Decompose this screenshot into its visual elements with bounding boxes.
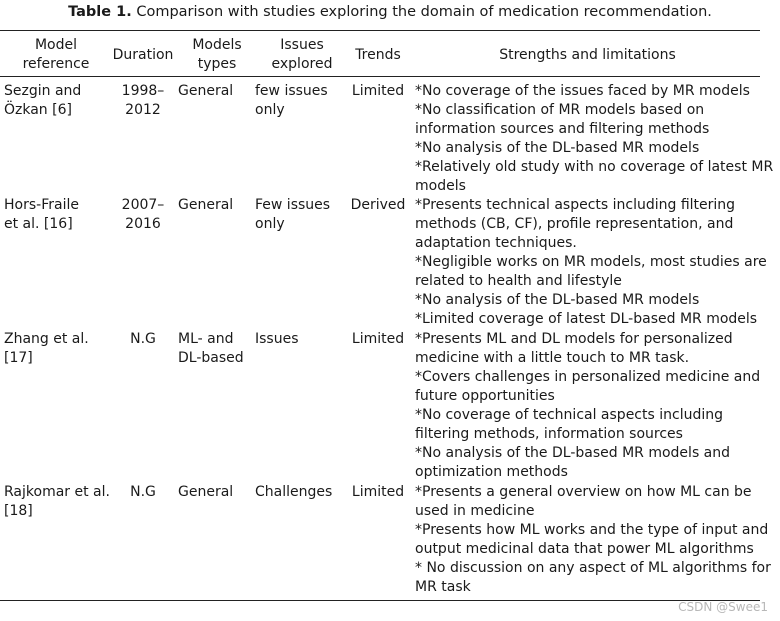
cell-models-types bbox=[178, 196, 256, 215]
header-line: reference bbox=[22, 56, 90, 72]
cell-issues-explored bbox=[255, 82, 349, 120]
header-line: Models bbox=[192, 37, 242, 53]
cell-line: DL-based bbox=[178, 350, 244, 366]
cell-line: *Presents ML and DL models for personalized bbox=[415, 331, 733, 347]
cell-line: Limited bbox=[351, 484, 405, 500]
cell-line: *No analysis of the DL-based MR models bbox=[415, 292, 700, 308]
header-line: types bbox=[197, 56, 237, 72]
cell-duration bbox=[112, 82, 174, 120]
cell-line: Özkan [6] bbox=[4, 102, 72, 118]
cell-line: [18] bbox=[4, 503, 33, 519]
cell-models-types bbox=[178, 82, 256, 101]
cell-trends bbox=[345, 82, 411, 101]
cell-line: General bbox=[178, 484, 234, 500]
table-caption bbox=[0, 2, 780, 22]
cell-line: Challenges bbox=[255, 484, 333, 500]
cell-line: *Limited coverage of latest DL-based MR models bbox=[415, 311, 758, 327]
header-trends bbox=[345, 46, 411, 65]
cell-line: adaptation techniques. bbox=[415, 235, 577, 251]
cell-issues-explored bbox=[255, 196, 349, 234]
cell-line: optimization methods bbox=[415, 464, 568, 480]
cell-line: General bbox=[178, 83, 234, 99]
cell-line: N.G bbox=[130, 484, 156, 500]
cell-model-reference bbox=[4, 196, 108, 234]
header-models-types bbox=[178, 36, 256, 74]
cell-line: output medicinal data that power ML algorithms bbox=[415, 541, 754, 557]
table-caption-text: Comparison with studies exploring the domain of medication recommendation. bbox=[136, 4, 712, 20]
cell-model-reference bbox=[4, 330, 108, 368]
cell-line: *No classification of MR models based on bbox=[415, 102, 705, 118]
cell-line: N.G bbox=[130, 331, 156, 347]
cell-line: Zhang et al. bbox=[4, 331, 89, 347]
cell-issues-explored bbox=[255, 330, 349, 349]
cell-line: *Presents technical aspects including filtering bbox=[415, 197, 736, 213]
cell-line: Few issues bbox=[255, 197, 331, 213]
cell-line: Limited bbox=[351, 83, 405, 99]
table-caption-label: Table 1. bbox=[68, 4, 132, 20]
cell-line: *Relatively old study with no coverage of latest MR bbox=[415, 159, 774, 175]
cell-line: *Negligible works on MR models, most studies are bbox=[415, 254, 767, 270]
cell-issues-explored bbox=[255, 483, 349, 502]
cell-line: *No analysis of the DL-based MR models bbox=[415, 140, 700, 156]
cell-line: Sezgin and bbox=[4, 83, 82, 99]
cell-line: ML- and bbox=[178, 331, 234, 347]
cell-duration bbox=[112, 196, 174, 234]
cell-model-reference bbox=[4, 483, 108, 521]
header-issues-explored bbox=[255, 36, 349, 74]
cell-line: methods (CB, CF), profile representation, and bbox=[415, 216, 734, 232]
cell-trends bbox=[345, 483, 411, 502]
cell-line: future opportunities bbox=[415, 388, 555, 404]
cell-line: 1998– bbox=[121, 83, 165, 99]
cell-line: *Presents how ML works and the type of input and bbox=[415, 522, 769, 538]
cell-line: Issues bbox=[255, 331, 299, 347]
cell-strengths-limitations bbox=[415, 483, 771, 597]
header-line: Trends bbox=[355, 47, 401, 63]
cell-line: *No coverage of the issues faced by MR models bbox=[415, 83, 750, 99]
header-line: Issues bbox=[280, 37, 324, 53]
cell-line: * No discussion on any aspect of ML algorithms for bbox=[415, 560, 771, 576]
cell-line: *Covers challenges in personalized medicine and bbox=[415, 369, 761, 385]
watermark: CSDN @Swee1 bbox=[678, 600, 768, 614]
table-bottom-rule bbox=[0, 600, 760, 601]
cell-line: Limited bbox=[351, 331, 405, 347]
cell-line: Hors-Fraile bbox=[4, 197, 79, 213]
cell-model-reference bbox=[4, 82, 108, 120]
cell-line: models bbox=[415, 178, 466, 194]
cell-strengths-limitations bbox=[415, 82, 774, 196]
cell-line: filtering methods, information sources bbox=[415, 426, 683, 442]
header-duration bbox=[110, 46, 176, 65]
cell-line: *No coverage of technical aspects including bbox=[415, 407, 723, 423]
header-line: Model bbox=[34, 37, 78, 53]
cell-models-types bbox=[178, 330, 256, 368]
cell-strengths-limitations bbox=[415, 330, 760, 482]
cell-models-types bbox=[178, 483, 256, 502]
header-line: Strengths and limitations bbox=[499, 47, 676, 63]
cell-line: related to health and lifestyle bbox=[415, 273, 622, 289]
cell-line: *Presents a general overview on how ML can be bbox=[415, 484, 752, 500]
cell-line: MR task bbox=[415, 579, 471, 595]
cell-line: used in medicine bbox=[415, 503, 535, 519]
cell-line: few issues bbox=[255, 83, 328, 99]
cell-line: 2012 bbox=[125, 102, 161, 118]
cell-line: 2016 bbox=[125, 216, 161, 232]
cell-strengths-limitations bbox=[415, 196, 767, 329]
table-header-rule bbox=[0, 76, 760, 77]
table-top-rule bbox=[0, 30, 760, 31]
cell-trends bbox=[345, 196, 411, 215]
header-line: Duration bbox=[112, 47, 174, 63]
cell-line: Derived bbox=[350, 197, 406, 213]
cell-line: et al. [16] bbox=[4, 216, 73, 232]
header-model-reference bbox=[4, 36, 108, 74]
cell-line: General bbox=[178, 197, 234, 213]
cell-line: [17] bbox=[4, 350, 33, 366]
cell-line: 2007– bbox=[121, 197, 165, 213]
cell-line: only bbox=[255, 102, 285, 118]
cell-line: medicine with a little touch to MR task. bbox=[415, 350, 690, 366]
header-strengths-limitations bbox=[415, 46, 760, 65]
cell-line: Rajkomar et al. bbox=[4, 484, 110, 500]
cell-duration bbox=[112, 330, 174, 349]
cell-line: *No analysis of the DL-based MR models and bbox=[415, 445, 731, 461]
cell-line: only bbox=[255, 216, 285, 232]
cell-duration bbox=[112, 483, 174, 502]
header-line: explored bbox=[271, 56, 333, 72]
cell-line: information sources and filtering methods bbox=[415, 121, 710, 137]
cell-trends bbox=[345, 330, 411, 349]
